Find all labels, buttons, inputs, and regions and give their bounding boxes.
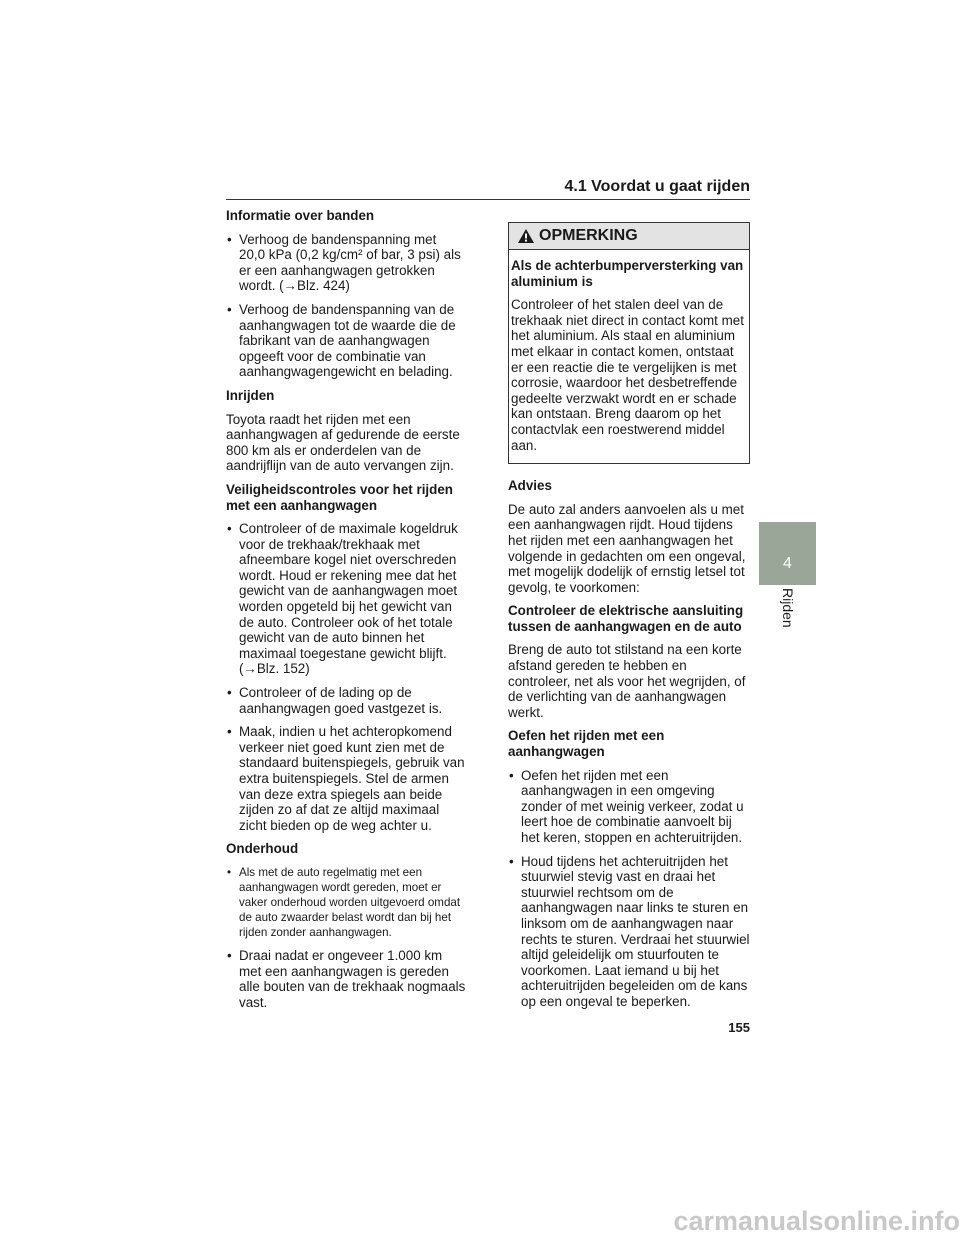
chapter-label: Rijden — [780, 588, 796, 628]
right-column — [508, 222, 750, 1018]
notice-box — [508, 222, 750, 464]
section-header: 4.1 Voordat u gaat rijden — [564, 178, 750, 195]
chapter-tab[interactable]: 4 — [759, 522, 816, 585]
bullet-bandenspanning: • Verhoog de bandenspanning met 20,0 kPa (0,2 kg/cm² of bar, 3 psi) als er een aanhangwagen getrokken wordt. (→Blz. 424) — [226, 232, 466, 294]
notice-header — [509, 223, 749, 250]
left-column — [226, 208, 466, 1018]
header-rule — [226, 199, 750, 200]
heading-inrijden: Inrijden — [226, 387, 275, 403]
notice-heading: Als de achterbumperversterking van aluminium is — [511, 258, 744, 289]
bullet-lading: • Controleer of de lading op de aanhangwagen goed vastgezet is. — [226, 685, 466, 716]
bullet-bandenspanning-aanhangwagen: • Verhoog de bandenspanning van de aanhangwagen tot de waarde die de fabrikant van de aanhangwagen opgeeft voor de combinatie van aanhangwagengewicht en belading. — [226, 302, 466, 380]
notice-text: Controleer of het stalen deel van de trekhaak niet direct in contact komt met het aluminium. Als staal en aluminium met elkaar in contact komen, ontstaat er een reactie die te vergelijken is met corrosie, waardoor het desbetreffende gedeelte verzwakt wordt en er schade kan ontstaan. Breng daarom op het contactvlak een roestwerend middel aan. — [511, 297, 744, 453]
heading-advies: Advies — [508, 478, 552, 494]
paragraph-inrijden: Toyota raadt het rijden met een aanhangwagen af gedurende de eerste 800 km als er onderdelen van de aandrijflijn van de auto vervangen zijn. — [226, 411, 460, 474]
notice-title: OPMERKING — [539, 227, 638, 245]
paragraph-elektrische-aansluiting: Breng de auto tot stilstand na een korte afstand gereden te hebben en controleer, net als voor het wegrijden, of de verlichting van de aanhangwagen werkt. — [508, 642, 746, 720]
notice-body — [509, 250, 749, 463]
watermark: carmanualsonline.info — [673, 1206, 960, 1236]
heading-veiligheidscontroles: Veiligheidscontroles voor het rijden met een aanhangwagen — [226, 481, 453, 513]
bullet-achteruitrijden: • Houd tijdens het achteruitrijden het stuurwiel stevig vast en draai het stuurwiel rechtsom om de aanhangwagen naar links te sturen en linksom om de aanhangwagen naar rechts te sturen. Verdraai het stuurwiel altijd geleidelijk om stuurfouten te voorkomen. Laat iemand u bij het achteruitrijden begeleiden om de kans op een ongeval te beperken. — [508, 854, 750, 1010]
warning-triangle-icon — [517, 228, 535, 244]
heading-elektrische-aansluiting: Controleer de elektrische aansluiting tussen de aanhangwagen en de auto — [508, 603, 744, 634]
page-number: 155 — [728, 1020, 750, 1035]
bullet-kogeldruk: • Controleer of de maximale kogeldruk voor de trekhaak/trekhaak met afneembare kogel niet overschreden wordt. Houd er rekening mee dat het gewicht van de aanhangwagen moet worden opgeteld bij het gewicht van de auto. Controleer ook of het totale gewicht van de auto binnen het maximaal toegestane gewicht blijft. (→Blz. 152) — [226, 521, 466, 677]
bullet-bouten: • Draai nadat er ongeveer 1.000 km met een aanhangwagen is gereden alle bouten van de trekhaak nogmaals vast. — [226, 948, 466, 1010]
heading-oefen: Oefen het rijden met een aanhangwagen — [508, 728, 665, 760]
bullet-oefen: • Oefen het rijden met een aanhangwagen in een omgeving zonder of met weinig verkeer, zodat u leert hoe de combinatie aanvoelt bij het keren, stoppen en achteruitrijden. — [508, 768, 750, 846]
paragraph-advies: De auto zal anders aanvoelen als u met een aanhangwagen rijdt. Houd tijdens het rijden met een aanhangwagen het volgende in gedachten om een ongeval, met mogelijk dodelijk of ernstig letsel tot gevolg, te voorkomen: — [508, 501, 746, 595]
bullet-buitenspiegels: • Maak, indien u het achteropkomend verkeer niet goed kunt zien met de standaard buitenspiegels, gebruik van extra buitenspiegels. Stel de armen van deze extra spiegels aan beide zijden zo af dat ze altijd maximaal zicht bieden op de weg achter u. — [226, 724, 466, 833]
heading-onderhoud: Onderhoud — [226, 841, 299, 857]
bullet-onderhoud: • Als met de auto regelmatig met een aanhangwagen wordt gereden, moet er vaker onderhoud worden uitgevoerd omdat de auto zwaarder belast wordt dan bij het rijden zonder aanhangwagen. — [226, 865, 466, 940]
heading-banden: Informatie over banden — [226, 208, 375, 223]
